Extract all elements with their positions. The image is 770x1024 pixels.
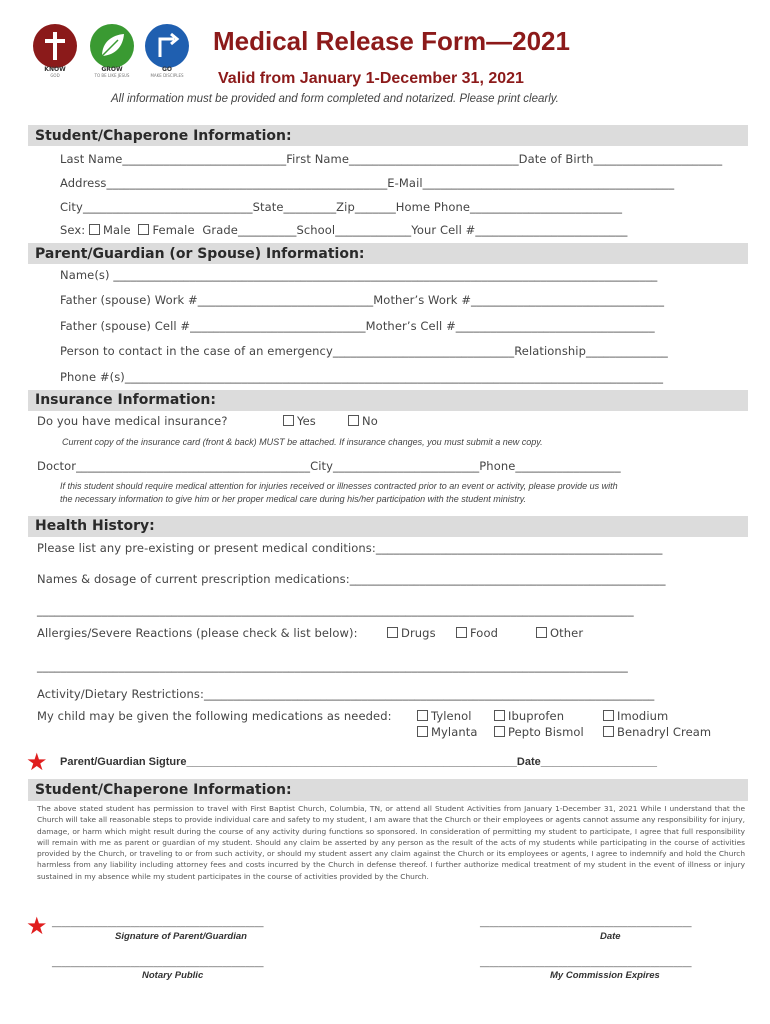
consent-paragraph: The above stated student has permission to travel with First Baptist Church, Columbia, TN, or attend all Student Activities from January 1-December 31, 2021 While I understand that the Church will take all reasonable steps to provide individual care and safety to my student, I am aware that the Church or their employees or agents cannot assume any responsibility for injury, damage, or harm which might result during the course of any activity during functions so sponsored. In consideration of permitting my student to participate, I agree that full responsibility will remain with me as parent or guardian of my student. Should any claim be asserted by any person as the result of the acts of my students while participating in the course of activities provided by the Church, or traveling to or from such activity, or should my student assert any claim against the Church or its employees or agents, I agree to indemnify and hold the Church harmless from any liability including attorney fees and costs incurred by the Church in defense thereof. I further authorize medical treatment of my student in the event of illness or injury sustained in my absence while my student participates in the course of activities provided by the Church.	[37, 804, 745, 881]
med-mylanta-option	[417, 725, 478, 739]
med-benadryl-option	[603, 725, 711, 739]
health-heading: Health History:	[35, 518, 155, 534]
logo-know-sub: GOD	[50, 73, 60, 78]
parent-signature-row[interactable]: Parent/Guardian Sigture______________________________________________________Date___________________	[60, 756, 657, 768]
parent-signature-line[interactable]: ______________________________________________	[52, 918, 264, 928]
student-grade-row[interactable]: Grade__________School_____________Your Cell #__________________________	[202, 223, 628, 237]
pepto-label: Pepto Bismol	[508, 725, 584, 739]
leaf-icon	[90, 24, 134, 68]
arrow-icon	[145, 24, 189, 68]
parent-work-row[interactable]: Father (spouse) Work #______________________________Mother’s Work #_________________________________	[60, 293, 665, 307]
logo-grow-label: GROW	[101, 66, 123, 73]
commission-line[interactable]: ______________________________________________	[480, 958, 692, 968]
insurance-heading: Insurance Information:	[35, 392, 216, 408]
med-ibuprofen-option	[494, 709, 564, 723]
allergy-other-option	[536, 626, 583, 640]
other-label: Other	[550, 626, 584, 640]
prescriptions-blank-line[interactable]: ______________________________________________________________________________________________________	[37, 603, 634, 617]
notary-label: Notary Public	[142, 970, 204, 981]
signature-parent-label: Signature of Parent/Guardian	[115, 931, 247, 942]
drugs-checkbox[interactable]	[387, 627, 398, 638]
student-heading: Student/Chaperone Information:	[35, 128, 292, 144]
activity-restrictions-field[interactable]: Activity/Dietary Restrictions:_____________________________________________________________________________	[37, 687, 655, 701]
insurance-no-option	[348, 414, 378, 428]
insurance-yes-option	[283, 414, 316, 428]
med-pepto-option	[494, 725, 584, 739]
benadryl-checkbox[interactable]	[603, 726, 614, 737]
imodium-label: Imodium	[617, 709, 669, 723]
parent-cell-row[interactable]: Father (spouse) Cell #______________________________Mother’s Cell #__________________________________	[60, 319, 655, 333]
consent-heading: Student/Chaperone Information:	[35, 782, 292, 798]
tylenol-checkbox[interactable]	[417, 710, 428, 721]
imodium-checkbox[interactable]	[603, 710, 614, 721]
ibuprofen-checkbox[interactable]	[494, 710, 505, 721]
doctor-row[interactable]: Doctor________________________________________City_________________________Phone__________________	[37, 459, 621, 473]
insurance-yes-label: Yes	[297, 414, 316, 428]
know-logo	[33, 24, 77, 68]
allergy-food-option	[456, 626, 498, 640]
required-star-icon-2: ★	[26, 912, 48, 940]
sex-label: Sex:	[60, 223, 86, 237]
notary-line[interactable]: ______________________________________________	[52, 958, 264, 968]
conditions-field[interactable]: Please list any pre-existing or present medical conditions:_________________________________________________	[37, 541, 663, 555]
parent-phone-field[interactable]: Phone #(s)____________________________________________________________________________________________	[60, 370, 664, 384]
logo-go-label: GO	[161, 66, 173, 73]
instructions: All information must be provided and form completed and notarized. Please print clearly.	[111, 93, 559, 105]
medical-attention-note-line2: the necessary information to give him or her proper medical care during his/her participation with the student ministry.	[60, 494, 527, 504]
male-checkbox[interactable]	[89, 224, 100, 235]
required-star-icon: ★	[26, 748, 48, 776]
commission-label: My Commission Expires	[550, 970, 660, 981]
grow-logo	[90, 24, 134, 68]
date-line[interactable]: ______________________________________________	[480, 918, 692, 928]
logo-know-label: KNOW	[44, 66, 66, 73]
pepto-checkbox[interactable]	[494, 726, 505, 737]
date-label: Date	[600, 931, 621, 942]
mylanta-label: Mylanta	[431, 725, 478, 739]
logo-grow-sub: TO BE LIKE JESUS	[94, 73, 130, 78]
student-address-row[interactable]: Address________________________________________________E-Mail___________________________________________	[60, 176, 675, 190]
mylanta-checkbox[interactable]	[417, 726, 428, 737]
insurance-yes-checkbox[interactable]	[283, 415, 294, 426]
female-label: Female	[152, 223, 195, 237]
parent-heading: Parent/Guardian (or Spouse) Information:	[35, 246, 365, 262]
tylenol-label: Tylenol	[431, 709, 472, 723]
prescriptions-field[interactable]: Names & dosage of current prescription medications:______________________________________________________	[37, 572, 666, 586]
student-name-row[interactable]: Last Name____________________________First Name_____________________________Date of Birth______________________	[60, 152, 723, 166]
cross-icon	[33, 24, 77, 68]
insurance-note: Current copy of the insurance card (front & back) MUST be attached. If insurance changes, you must submit a new copy.	[62, 437, 543, 447]
female-checkbox[interactable]	[138, 224, 149, 235]
food-label: Food	[470, 626, 498, 640]
other-checkbox[interactable]	[536, 627, 547, 638]
food-checkbox[interactable]	[456, 627, 467, 638]
med-imodium-option	[603, 709, 668, 723]
ibuprofen-label: Ibuprofen	[508, 709, 565, 723]
med-tylenol-option	[417, 709, 472, 723]
page-title: Medical Release Form—2021	[213, 26, 570, 56]
allergies-label: Allergies/Severe Reactions (please check & list below):	[37, 626, 358, 640]
medications-label: My child may be given the following medications as needed:	[37, 709, 392, 723]
male-label: Male	[103, 223, 131, 237]
logo-go-sub: MAKE DISCIPLES	[150, 73, 184, 78]
medical-attention-note-line1: If this student should require medical attention for injuries received or illnesses contracted prior to an event or activity, please provide us with	[60, 481, 618, 491]
valid-dates: Valid from January 1-December 31, 2021	[218, 70, 524, 87]
insurance-no-checkbox[interactable]	[348, 415, 359, 426]
allergies-blank-line[interactable]: _____________________________________________________________________________________________________	[37, 659, 628, 673]
insurance-question: Do you have medical insurance?	[37, 414, 228, 428]
insurance-no-label: No	[362, 414, 378, 428]
benadryl-label: Benadryl Cream	[617, 725, 712, 739]
student-city-row[interactable]: City_____________________________State_________Zip_______Home Phone__________________________	[60, 200, 623, 214]
allergy-drugs-option	[387, 626, 436, 640]
emergency-contact-row[interactable]: Person to contact in the case of an emergency_______________________________Relationship______________	[60, 344, 668, 358]
drugs-label: Drugs	[401, 626, 436, 640]
go-logo	[145, 24, 189, 68]
parent-names-field[interactable]: Name(s) _____________________________________________________________________________________________	[60, 268, 658, 282]
student-sex-row	[60, 223, 627, 237]
